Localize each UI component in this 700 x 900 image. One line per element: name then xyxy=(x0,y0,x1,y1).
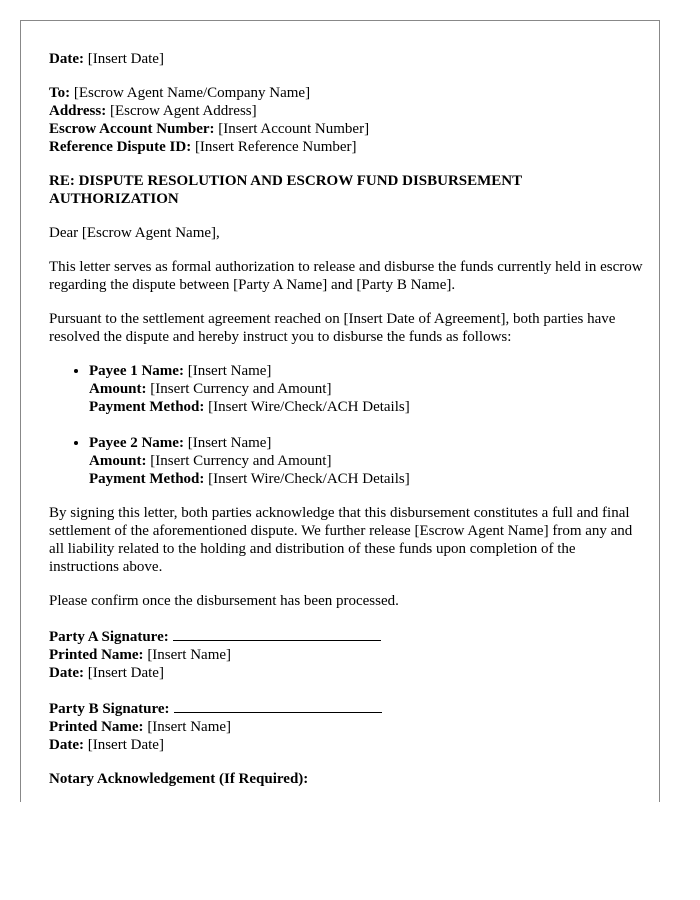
subject-line-2: AUTHORIZATION xyxy=(49,191,179,207)
to-label: To: xyxy=(49,85,71,101)
payee-name xyxy=(89,434,649,452)
account-value: [Insert Account Number] xyxy=(218,121,370,137)
payee-amount-value: [Insert Currency and Amount] xyxy=(150,381,332,397)
account-label: Escrow Account Number: xyxy=(49,121,215,137)
letter-page xyxy=(20,20,660,802)
recipient-block xyxy=(49,84,649,156)
date-label: Date: xyxy=(49,51,84,67)
signature-label: Party B Signature: xyxy=(49,701,170,717)
payee-amount-label: Amount: xyxy=(89,381,147,397)
printed-name-value: [Insert Name] xyxy=(147,719,232,735)
paragraph-authorization: This letter serves as formal authorization to release and disburse the funds currently held in escrow regarding the dispute between [Party A Name] and [Party B Name]. xyxy=(49,259,643,293)
printed-name xyxy=(49,718,649,736)
signature-block-party-a xyxy=(49,626,649,682)
payee-name-value: [Insert Name] xyxy=(187,363,272,379)
escrow-account xyxy=(49,120,649,138)
payee-name-label: Payee 1 Name: xyxy=(89,363,184,379)
ref-label: Reference Dispute ID: xyxy=(49,139,192,155)
signature-date-label: Date: xyxy=(49,665,84,681)
subject-line xyxy=(49,172,649,208)
payee-method-label: Payment Method: xyxy=(89,471,205,487)
signature-label: Party A Signature: xyxy=(49,629,169,645)
signature-line xyxy=(49,698,649,718)
printed-name xyxy=(49,646,649,664)
address-value: [Escrow Agent Address] xyxy=(109,103,257,119)
date-value: [Insert Date] xyxy=(87,51,164,67)
payee-name-label: Payee 2 Name: xyxy=(89,435,184,451)
payee-method-value: [Insert Wire/Check/ACH Details] xyxy=(208,471,410,487)
payee-name xyxy=(89,362,649,380)
signature-line xyxy=(49,626,649,646)
payee-amount-label: Amount: xyxy=(89,453,147,469)
signature-blank[interactable] xyxy=(173,626,381,641)
letter-content xyxy=(49,50,649,802)
payee-list xyxy=(49,362,649,488)
payee-name-value: [Insert Name] xyxy=(187,435,272,451)
signature-blank[interactable] xyxy=(174,698,382,713)
payee-method xyxy=(89,398,649,416)
notary-label: Notary Acknowledgement (If Required): xyxy=(49,771,309,787)
payee-item xyxy=(89,362,649,416)
payee-method-value: [Insert Wire/Check/ACH Details] xyxy=(208,399,410,415)
address-label: Address: xyxy=(49,103,107,119)
notary-heading xyxy=(49,770,649,788)
paragraph-confirm: Please confirm once the disbursement has been processed. xyxy=(49,593,399,609)
printed-name-label: Printed Name: xyxy=(49,647,144,663)
subject-line-1: RE: DISPUTE RESOLUTION AND ESCROW FUND DISBURSEMENT xyxy=(49,173,523,189)
printed-name-label: Printed Name: xyxy=(49,719,144,735)
paragraph-settlement: Pursuant to the settlement agreement reached on [Insert Date of Agreement], both parties have resolved the dispute and hereby instruct you to disburse the funds as follows: xyxy=(49,311,616,345)
payee-item xyxy=(89,434,649,488)
payee-method-label: Payment Method: xyxy=(89,399,205,415)
letter-date xyxy=(49,50,649,68)
paragraph-release: By signing this letter, both parties acknowledge that this disbursement constitutes a full and final settlement of the aforementioned dispute. We further release [Escrow Agent Name] from any and all liability related to the holding and distribution of these funds upon completion of the instructions above. xyxy=(49,505,633,575)
recipient-address xyxy=(49,102,649,120)
printed-name-value: [Insert Name] xyxy=(147,647,232,663)
salutation: Dear [Escrow Agent Name], xyxy=(49,225,220,241)
payee-amount xyxy=(89,452,649,470)
signature-date-value: [Insert Date] xyxy=(87,665,164,681)
signature-date-value: [Insert Date] xyxy=(87,737,164,753)
payee-method xyxy=(89,470,649,488)
to-value: [Escrow Agent Name/Company Name] xyxy=(73,85,311,101)
recipient-to xyxy=(49,84,649,102)
signature-date xyxy=(49,664,649,682)
signature-date xyxy=(49,736,649,754)
reference-dispute xyxy=(49,138,649,156)
payee-amount xyxy=(89,380,649,398)
signature-block-party-b xyxy=(49,698,649,754)
payee-amount-value: [Insert Currency and Amount] xyxy=(150,453,332,469)
signature-date-label: Date: xyxy=(49,737,84,753)
ref-value: [Insert Reference Number] xyxy=(194,139,357,155)
